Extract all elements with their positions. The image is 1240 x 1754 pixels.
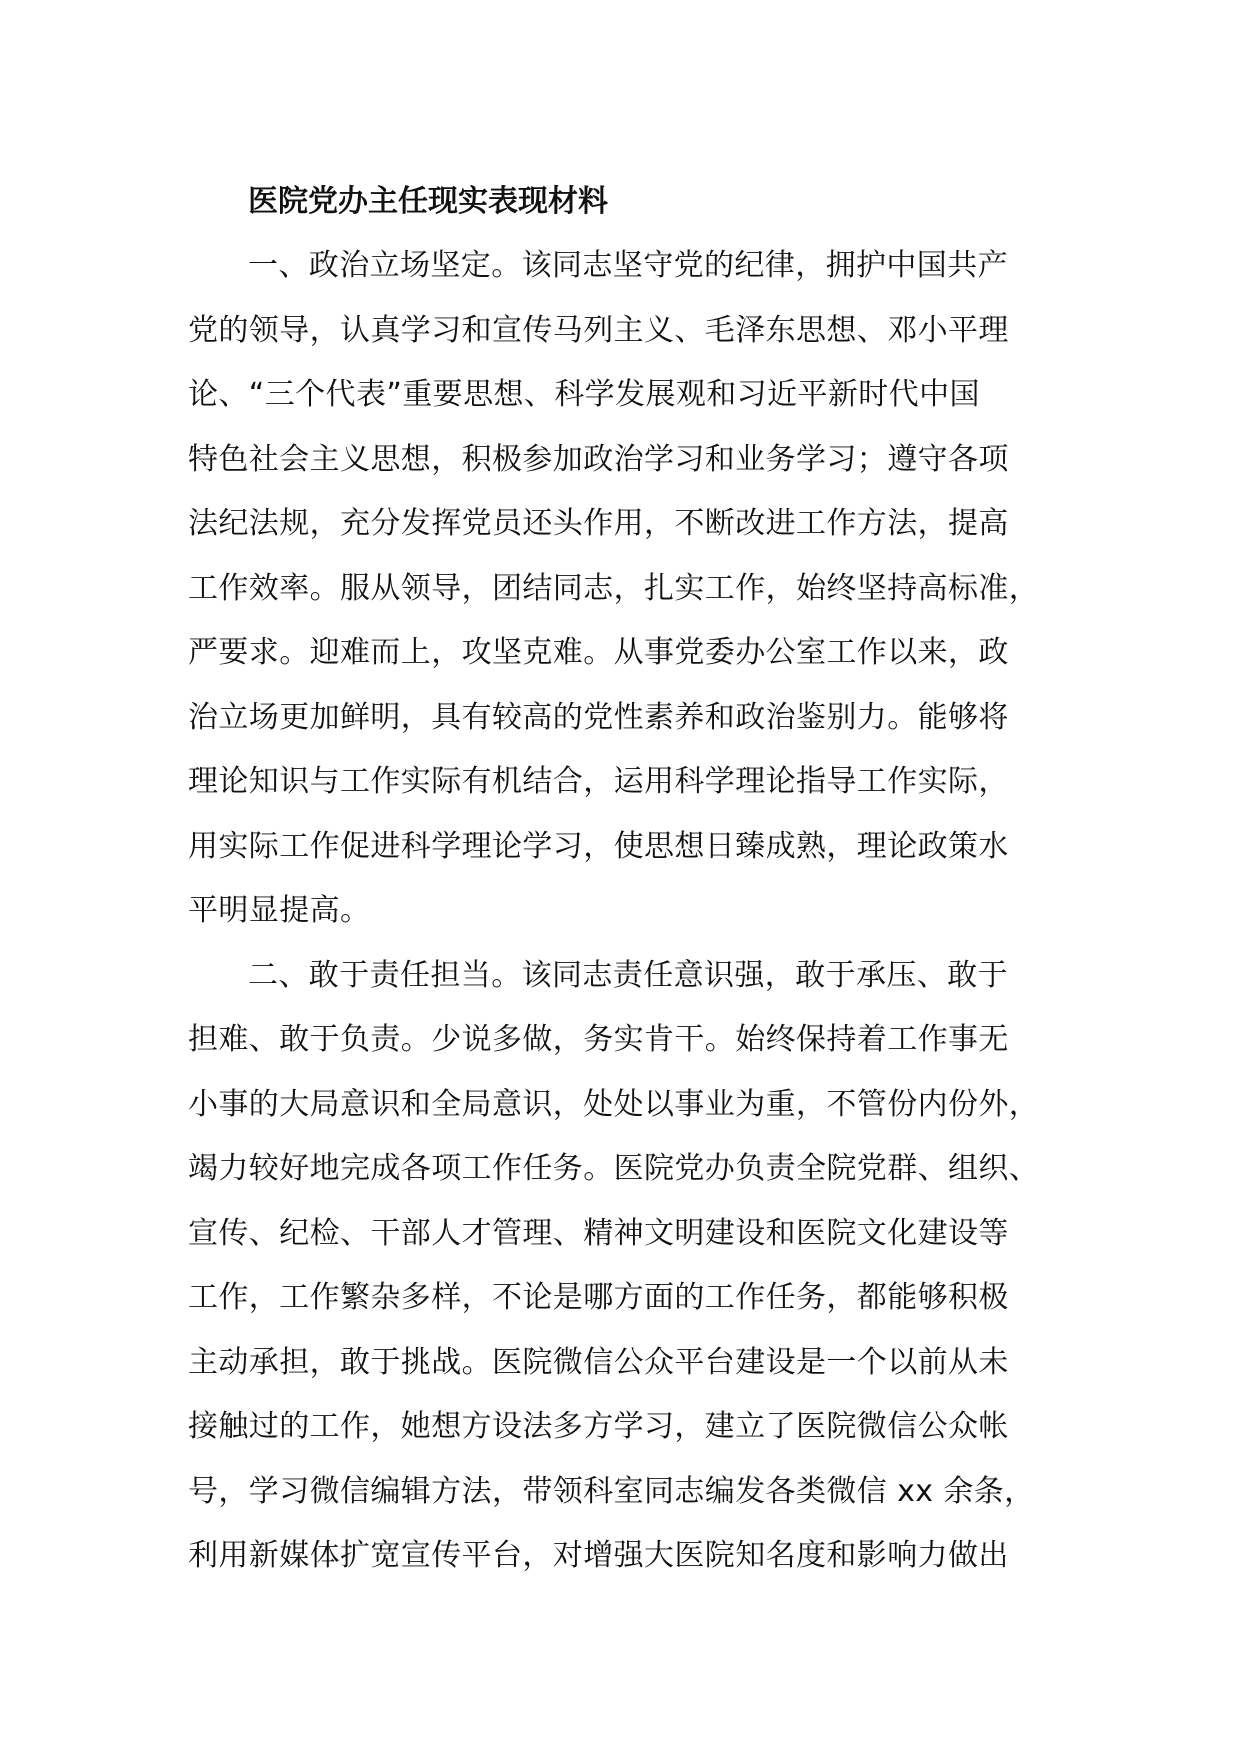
paragraph-line: 担难、敢于负责。少说多做，务实肯干。始终保持着工作事无 — [188, 1022, 1009, 1057]
paragraph-line: 竭力较好地完成各项工作任务。医院党办负责全院党群、组织、 — [188, 1151, 1040, 1186]
paragraph-line: 二、敢于责任担当。该同志责任意识强，敢于承压、敢于 — [248, 957, 1008, 993]
paragraph-line: 治立场更加鲜明，具有较高的党性素养和政治鉴别力。能够将 — [188, 699, 1009, 735]
paragraph-line: 一、政治立场坚定。该同志坚守党的纪律，拥护中国共产 — [248, 248, 1008, 283]
paragraph-line: 主动承担，敢于挑战。医院微信公众平台建设是一个以前从未 — [188, 1344, 1009, 1380]
document-title: 医院党办主任现实表现材料 — [248, 184, 608, 219]
paragraph-line: 号，学习微信编辑方法，带领科室同志编发各类微信 xx 余条， — [188, 1473, 1035, 1509]
paragraph-line: 法纪法规，充分发挥党员还头作用，不断改进工作方法，提高 — [188, 506, 1009, 541]
document-body — [188, 170, 1088, 1589]
paragraph-line: 党的领导，认真学习和宣传马列主义、毛泽东思想、邓小平理 — [188, 312, 1009, 348]
paragraph-political-stance — [188, 234, 1088, 944]
paragraph-responsibility — [188, 944, 1088, 1589]
paragraph-line: 特色社会主义思想，积极参加政治学习和业务学习；遵守各项 — [188, 441, 1009, 477]
paragraph-line: 理论知识与工作实际有机结合，运用科学理论指导工作实际， — [188, 764, 1009, 799]
paragraph-line: 小事的大局意识和全局意识，处处以事业为重，不管份内份外， — [188, 1086, 1040, 1122]
paragraph-line: 工作，工作繁杂多样，不论是哪方面的工作任务，都能够积极 — [188, 1280, 1009, 1315]
paragraph-line: 严要求。迎难而上，攻坚克难。从事党委办公室工作以来，政 — [188, 635, 1009, 670]
paragraph-line: 论、“三个代表”重要思想、科学发展观和习近平新时代中国 — [188, 377, 980, 412]
paragraph-line: 平明显提高。 — [188, 893, 371, 928]
paragraph-line: 宣传、纪检、干部人才管理、精神文明建设和医院文化建设等 — [188, 1215, 1009, 1251]
paragraph-line: 用实际工作促进科学理论学习，使思想日臻成熟，理论政策水 — [188, 828, 1009, 864]
paragraph-line: 利用新媒体扩宽宣传平台，对增强大医院知名度和影响力做出 — [188, 1538, 1009, 1573]
paragraph-line: 工作效率。服从领导，团结同志，扎实工作，始终坚持高标准， — [188, 570, 1040, 606]
paragraph-line: 接触过的工作，她想方设法多方学习，建立了医院微信公众帐 — [188, 1409, 1009, 1444]
